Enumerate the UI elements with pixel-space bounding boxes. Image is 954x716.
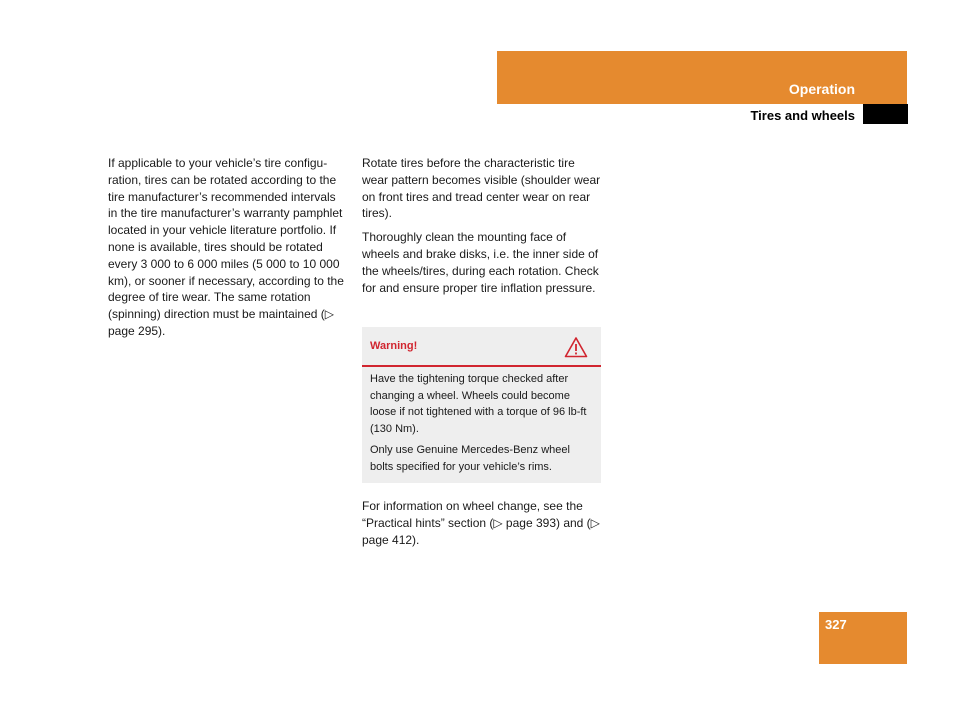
header-band	[497, 51, 907, 104]
torque-warning-text: Have the tightening torque checked after changing a wheel. Wheels could become loose if not tightened with a torque of 96 lb-ft (130 Nm).	[370, 373, 587, 435]
wheel-change-paragraph: For information on wheel change, see the “Practical hints” section (▷ page 393) and (▷ page 412).	[362, 499, 600, 547]
warning-body	[362, 367, 601, 475]
page-number: 327	[825, 617, 847, 632]
page-number-box	[819, 612, 907, 664]
warning-label: Warning!	[370, 340, 418, 352]
subsection-marker	[863, 104, 908, 124]
clean-mounting-face-paragraph: Thoroughly clean the mounting face of wheels and brake disks, i.e. the inner side of the wheels/tires, during each rotation. Check for and ensure proper tire inflation pressure.	[362, 230, 599, 295]
tire-rotation-paragraph: If applicable to your vehicle’s tire configuration, tires can be rotated according to the tire manufacturer’s recommended intervals in the tire manufacturer’s warranty pamphlet located in your vehicle literature portfolio. If none is available, tires should be rotated every 3 000 to 6 000 miles (5 000 to 10 000 km), or sooner if necessary, according to the degree of tire wear. The same rotation (spinning) direction must be maintained (▷ page 295).	[108, 156, 344, 338]
warning-box	[362, 327, 601, 483]
wheel-bolts-warning-text: Only use Genuine Mercedes-Benz wheel bolts specified for your vehicle’s rims.	[370, 444, 570, 473]
warning-header	[362, 327, 601, 367]
left-column	[108, 155, 346, 340]
right-column	[362, 155, 602, 296]
section-title: Operation	[788, 81, 855, 97]
subsection-title: Tires and wheels	[750, 108, 855, 123]
wheel-change-reference	[362, 498, 602, 548]
rotate-before-wear-paragraph: Rotate tires before the characteristic tire wear pattern becomes visible (shoulder wear on front tires and tread center wear on rear tires).	[362, 156, 601, 221]
warning-triangle-icon	[564, 336, 588, 358]
